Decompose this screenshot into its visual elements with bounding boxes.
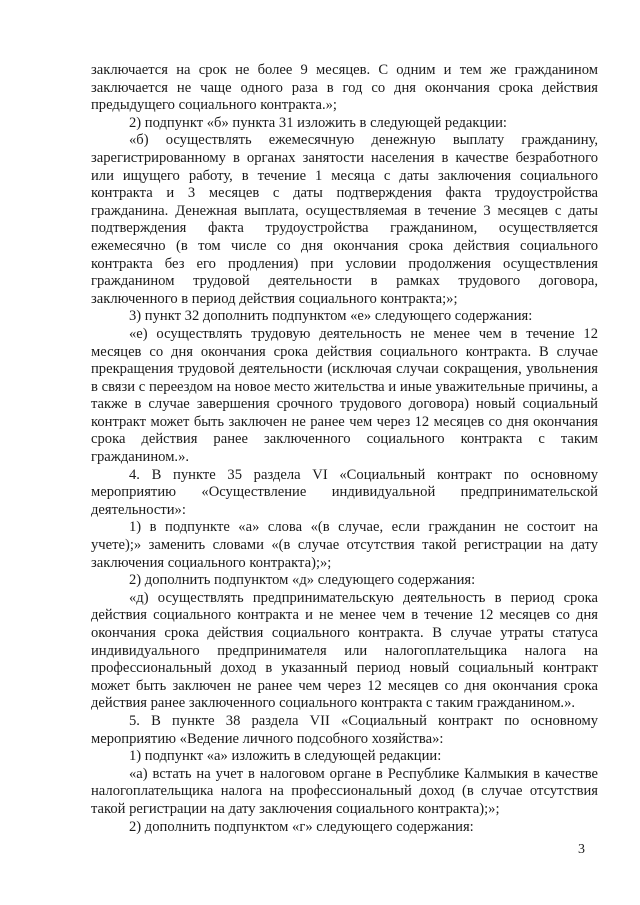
paragraph: 1) в подпункте «а» слова «(в случае, если гражданин не состоит на учете);» заменить словами «(в случае отсутствия такой регистрации на дату заключения социального контракта);»; — [91, 519, 598, 571]
paragraph: «д) осуществлять предпринимательскую деятельность в период срока действия социального контракта и не менее чем в течение 12 месяцев со дня окончания срока действия социального контракта. В случае утраты статуса индивидуального предпринимателя или налогоплательщика налога на профессиональный доход в указанный период новый социальный контракт может быть заключен не ранее чем через 12 месяцев со дня окончания срока действия ранее заключенного социального контракта с таким гражданином.». — [91, 589, 598, 712]
paragraph: «а) встать на учет в налоговом органе в Республике Калмыкия в качестве налогоплательщика налога на профессиональный доход (в случае отсутствия такой регистрации на дату заключения социального контракта);»; — [91, 765, 598, 817]
document-body — [91, 62, 598, 836]
paragraph: 4. В пункте 35 раздела VI «Социальный контракт по основному мероприятию «Осуществление индивидуальной предпринимательской деятельности»: — [91, 466, 598, 518]
page-number: 3 — [578, 842, 585, 857]
paragraph: 2) дополнить подпунктом «д» следующего содержания: — [129, 572, 476, 589]
paragraph: 5. В пункте 38 раздела VII «Социальный контракт по основному мероприятию «Ведение личного подсобного хозяйства»: — [91, 712, 598, 747]
paragraph: 1) подпункт «а» изложить в следующей редакции: — [129, 748, 442, 765]
paragraph: 2) подпункт «б» пункта 31 изложить в следующей редакции: — [129, 114, 507, 131]
paragraph: «б) осуществлять ежемесячную денежную выплату гражданину, зарегистрированному в органах занятости населения в качестве безработного или ищущего работу, в течение 1 месяца с даты заключения социального контракта и 3 месяцев с даты подтверждения факта трудоустройства гражданина. Денежная выплата, осуществляемая в течение 3 месяцев с даты подтверждения факта трудоустройства гражданином, осуществляется ежемесячно (в том числе со дня окончания срока действия социального контракта без его продления) при условии продолжения осуществления гражданином трудовой деятельности в рамках трудового договора, заключенного в период действия социального контракта;»; — [91, 132, 598, 307]
paragraph: заключается на срок не более 9 месяцев. С одним и тем же гражданином заключается не чаще одного раза в год со дня окончания срока действия предыдущего социального контракта.»; — [91, 62, 598, 114]
paragraph: «е) осуществлять трудовую деятельность не менее чем в течение 12 месяцев со дня окончания срока действия социального контракта. В случае прекращения трудовой деятельности (исключая случаи сокращения, увольнения в связи с переездом на новое место жительства и иные уважительные причины, а также в случае завершения срочного трудового договора) новый социальный контракт может быть заключен не ранее чем через 12 месяцев со дня окончания срока действия ранее заключенного социального контракта с таким гражданином.». — [91, 325, 598, 466]
paragraph: 2) дополнить подпунктом «г» следующего содержания: — [129, 818, 474, 835]
paragraph: 3) пункт 32 дополнить подпунктом «е» следующего содержания: — [129, 308, 533, 325]
